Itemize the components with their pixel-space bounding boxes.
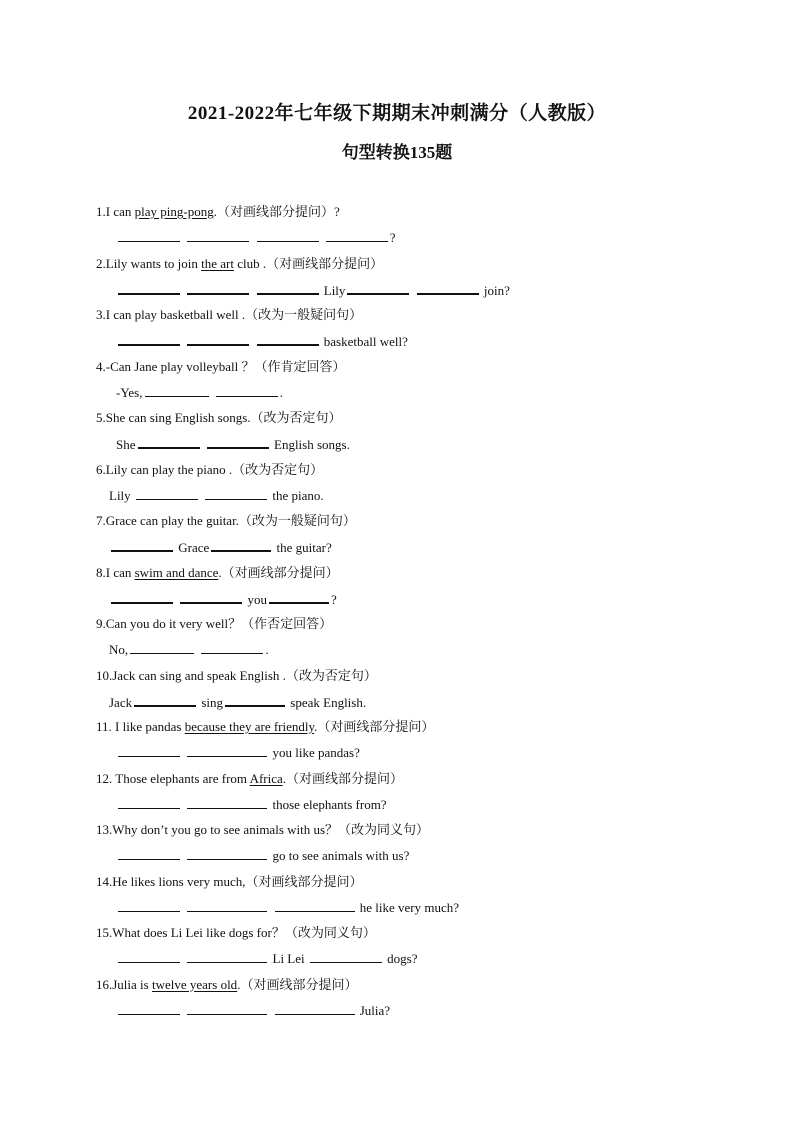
answer-blank[interactable] — [310, 949, 382, 963]
answer-blank[interactable] — [118, 228, 180, 242]
question-prompt: 7.Grace can play the guitar.（改为一般疑问句） — [96, 513, 356, 528]
question-prompt: 14.He likes lions very much,（对画线部分提问） — [96, 873, 363, 889]
answer-line: ? — [116, 228, 396, 247]
question-prompt: 4.-Can Jane play volleyball ？（作肯定回答） — [96, 358, 346, 374]
answer-blank[interactable] — [207, 434, 269, 449]
answer-line: She English songs. — [116, 434, 350, 454]
question-prompt: 3.I can play basketball well .（改为一般疑问句） — [96, 307, 363, 322]
answer-blank[interactable] — [145, 383, 209, 397]
question-prompt: 2.Lily wants to join the art club .（对画线部分提问） — [96, 255, 384, 271]
answer-line: Julia? — [116, 1001, 390, 1020]
answer-blank[interactable] — [269, 589, 329, 604]
question-6 — [96, 461, 716, 513]
question-7 — [96, 512, 716, 564]
answer-line: -Yes, . — [116, 384, 283, 400]
question-prompt: 8.I can swim and dance.（对画线部分提问） — [96, 564, 339, 580]
answer-blank[interactable] — [130, 640, 194, 654]
question-8 — [96, 564, 716, 616]
answer-blank[interactable] — [118, 846, 180, 860]
question-list — [96, 203, 716, 1027]
question-prompt: 5.She can sing English songs.（改为否定句） — [96, 410, 342, 425]
answer-blank[interactable] — [257, 228, 319, 242]
answer-blank[interactable] — [118, 331, 180, 346]
answer-blank[interactable] — [275, 898, 355, 912]
question-15 — [96, 924, 716, 976]
answer-line: Li Lei dogs? — [116, 949, 417, 968]
answer-blank[interactable] — [118, 280, 180, 295]
answer-blank[interactable] — [216, 383, 278, 397]
question-prompt: 1.I can play ping-pong.（对画线部分提问）? — [96, 204, 340, 219]
answer-blank[interactable] — [187, 898, 267, 912]
answer-blank[interactable] — [187, 1001, 267, 1015]
underlined-phrase: the art — [201, 255, 234, 271]
question-prompt: 11. I like pandas because they are friendly.（对画线部分提问） — [96, 719, 435, 734]
answer-line: go to see animals with us? — [116, 846, 409, 865]
question-4 — [96, 358, 716, 410]
answer-blank[interactable] — [347, 280, 409, 295]
question-10 — [96, 667, 716, 719]
answer-blank[interactable] — [118, 949, 180, 963]
page-title: 2021-2022年七年级下期期末冲刺满分（人教版） — [187, 103, 607, 124]
answer-blank[interactable] — [187, 331, 249, 346]
answer-blank[interactable] — [187, 795, 267, 809]
answer-line: he like very much? — [116, 898, 459, 917]
question-11 — [96, 718, 716, 770]
answer-blank[interactable] — [187, 743, 267, 757]
answer-line: Jack sing speak English. — [109, 692, 366, 712]
question-prompt: 15.What does Li Lei like dogs for？（改为同义句） — [96, 925, 376, 940]
question-prompt: 6.Lily can play the piano .（改为否定句） — [96, 461, 324, 477]
answer-line: No, . — [109, 642, 269, 657]
underlined-phrase: twelve years old — [151, 976, 238, 992]
question-prompt: 13.Why don’t you go to see animals with us？（改为同义句） — [96, 822, 430, 837]
answer-blank[interactable] — [211, 537, 271, 552]
question-prompt: 16.Julia is twelve years old.（对画线部分提问） — [96, 976, 358, 992]
answer-blank[interactable] — [201, 640, 263, 654]
question-3 — [96, 306, 716, 358]
answer-blank[interactable] — [138, 434, 200, 449]
question-13 — [96, 821, 716, 873]
answer-blank[interactable] — [118, 898, 180, 912]
underlined-phrase: Africa — [249, 770, 283, 786]
answer-blank[interactable] — [187, 280, 249, 295]
answer-line: you ? — [109, 589, 337, 609]
answer-line: Grace the guitar? — [109, 537, 332, 557]
question-prompt: 12. Those elephants are from Africa.（对画线部分提问） — [96, 770, 404, 786]
answer-line: those elephants from? — [116, 795, 387, 814]
answer-blank[interactable] — [326, 228, 388, 242]
answer-blank[interactable] — [111, 537, 173, 552]
underlined-phrase: because they are friendly — [184, 719, 315, 734]
answer-line: you like pandas? — [116, 743, 360, 762]
answer-blank[interactable] — [417, 280, 479, 295]
underlined-phrase: swim and dance — [134, 564, 219, 580]
question-5 — [96, 409, 716, 461]
answer-blank[interactable] — [205, 486, 267, 500]
answer-blank[interactable] — [187, 949, 267, 963]
answer-blank[interactable] — [111, 589, 173, 604]
question-12 — [96, 770, 716, 822]
question-9 — [96, 615, 716, 667]
answer-blank[interactable] — [275, 1001, 355, 1015]
answer-blank[interactable] — [118, 795, 180, 809]
answer-blank[interactable] — [257, 280, 319, 295]
answer-blank[interactable] — [257, 331, 319, 346]
answer-blank[interactable] — [134, 692, 196, 707]
underlined-phrase: play ping-pong — [134, 204, 214, 219]
question-prompt: 10.Jack can sing and speak English .（改为否定句） — [96, 667, 377, 683]
question-1 — [96, 203, 716, 255]
answer-line: Lily the piano. — [109, 487, 324, 503]
answer-blank[interactable] — [118, 1001, 180, 1015]
answer-blank[interactable] — [225, 692, 285, 707]
answer-blank[interactable] — [136, 486, 198, 500]
answer-line: Lily join? — [116, 280, 510, 300]
question-prompt: 9.Can you do it very well？（作否定回答） — [96, 616, 333, 631]
answer-blank[interactable] — [118, 743, 180, 757]
page-subtitle: 句型转换135题 — [341, 143, 453, 162]
question-16 — [96, 976, 716, 1028]
answer-blank[interactable] — [180, 589, 242, 604]
answer-line: basketball well? — [116, 331, 408, 351]
answer-blank[interactable] — [187, 228, 249, 242]
question-2 — [96, 255, 716, 307]
answer-blank[interactable] — [187, 846, 267, 860]
question-14 — [96, 873, 716, 925]
